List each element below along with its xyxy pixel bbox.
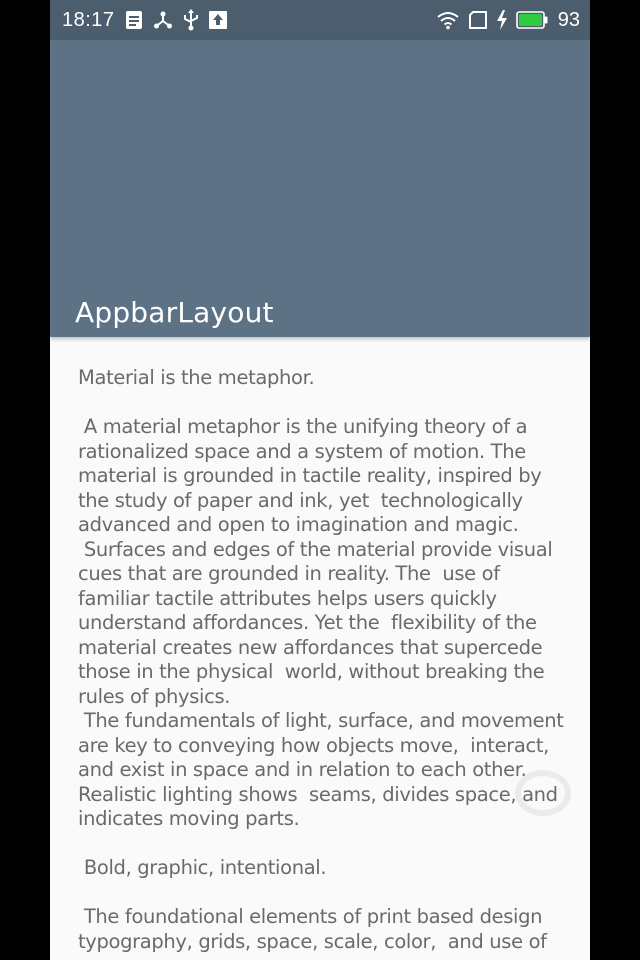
usb-icon	[183, 9, 199, 31]
app-bar-title: AppbarLayout	[75, 296, 274, 329]
battery-icon	[516, 11, 548, 29]
battery-percent: 93	[557, 8, 580, 31]
status-bar	[50, 0, 590, 40]
app-bar	[50, 40, 590, 337]
document-icon	[125, 10, 143, 30]
charging-icon	[496, 10, 508, 30]
status-right-group	[436, 9, 580, 32]
sim-icon	[468, 11, 488, 29]
status-left-group	[62, 9, 436, 32]
status-time: 18:17	[62, 8, 115, 31]
share-icon	[153, 10, 173, 30]
upload-icon	[209, 11, 227, 29]
content-text: Material is the metaphor. A material metaphor is the unifying theory of a rationalized space and a system of motion. The material is grounded in tactile reality, inspired by the study of paper and ink, yet technologically advanced and open to imagination and magic. Surfaces and edges of the material provide visual cues that are grounded in reality. The use of familiar tactile attributes helps users quickly understand affordances. Yet the flexibility of the material creates new affordances that supercede those in the physical world, without breaking the rules of physics. The fundamentals of light, surface, and movement are key to conveying how objects move, interact, and exist in space and in relation to each other. Realistic lighting shows seams, divides space, and indicates moving parts. Bold, graphic, intentional. The foundational elements of print based design typography, grids, space, scale, color, and use of	[78, 366, 564, 953]
phone-screen	[50, 0, 590, 960]
wifi-icon	[436, 10, 460, 30]
